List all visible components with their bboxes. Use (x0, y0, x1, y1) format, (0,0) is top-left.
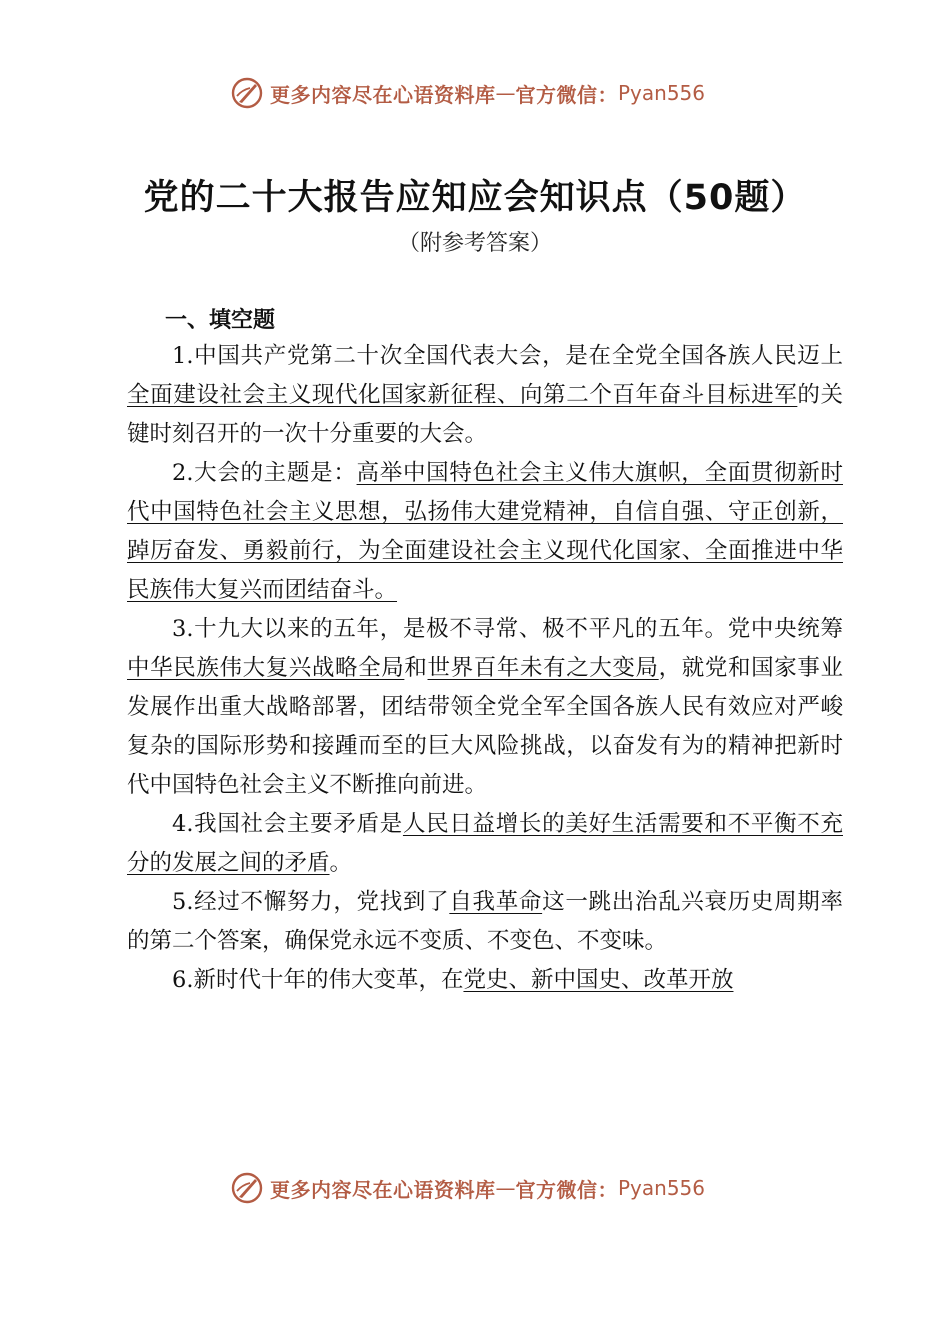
banner-sep: — (495, 81, 516, 105)
question-4: 4.我国社会主要矛盾是人民日益增长的美好生活需要和不平衡不充分的发展之间的矛盾。 (127, 811, 843, 876)
banner-label: 官方微信： (515, 1177, 618, 1202)
question-1: 1.中国共产党第二十次全国代表大会，是在全党全国各族人民迈上全面建设社会主义现代化国家新征程、向第二个百年奋斗目标进军的关键时刻召开的一次十分重要的大会。 (127, 343, 843, 447)
banner-handle: Pyan556 (618, 1176, 706, 1200)
answer-2: 高举中国特色社会主义伟大旗帜，全面贯彻新时代中国特色社会主义思想，弘扬伟大建党精神，自信自强、守正创新，踔厉奋发、勇毅前行，为全面建设社会主义现代化国家、全面推进中华民族伟大复兴而团结奋斗。 (127, 460, 843, 603)
banner-text: 更多内容尽在心语资料库 (270, 82, 496, 107)
question-5: 5.经过不懈努力，党找到了自我革命这一跳出治乱兴衰历史周期率的第二个答案，确保党永远不变质、不变色、不变味。 (127, 889, 843, 954)
answer-5: 自我革命 (449, 889, 543, 915)
page-subtitle: （附参考答案） (397, 231, 552, 256)
banner-text: 更多内容尽在心语资料库 (270, 1177, 496, 1202)
answer-3a: 中华民族伟大复兴战略全局 (127, 655, 405, 681)
banner-handle: Pyan556 (618, 81, 706, 105)
page-title: 党的二十大报告应知应会知识点（50题） (143, 178, 807, 218)
question-6: 6.新时代十年的伟大变革，在党史、新中国史、改革开放 (172, 967, 734, 993)
header-banner (230, 73, 705, 113)
answer-1: 全面建设社会主义现代化国家新征程、向第二个百年奋斗目标进军 (127, 382, 798, 408)
quill-pen-icon (230, 76, 264, 110)
question-2: 2.大会的主题是：高举中国特色社会主义伟大旗帜，全面贯彻新时代中国特色社会主义思想，弘扬伟大建党精神，自信自强、守正创新，踔厉奋发、勇毅前行，为全面建设社会主义现代化国家、全面推进中华民族伟大复兴而团结奋斗。 (127, 460, 843, 603)
question-3: 3.十九大以来的五年，是极不寻常、极不平凡的五年。党中央统筹中华民族伟大复兴战略全局和世界百年未有之大变局，就党和国家事业发展作出重大战略部署，团结带领全党全军全国各族人民有效应对严峻复杂的国际形势和接踵而至的巨大风险挑战，以奋发有为的精神把新时代中国特色社会主义不断推向前进。 (127, 616, 843, 798)
quill-pen-icon (230, 1171, 264, 1205)
answer-4: 人民日益增长的美好生活需要和不平衡不充分的发展之间的矛盾 (127, 811, 843, 876)
question-list (127, 337, 843, 1000)
section-heading: 一、填空题 (165, 308, 276, 333)
answer-6: 党史、新中国史、改革开放 (463, 967, 734, 993)
banner-label: 官方微信： (515, 82, 618, 107)
banner-sep: — (495, 1176, 516, 1200)
footer-banner (230, 1168, 705, 1208)
answer-3b: 世界百年未有之大变局 (427, 655, 659, 681)
